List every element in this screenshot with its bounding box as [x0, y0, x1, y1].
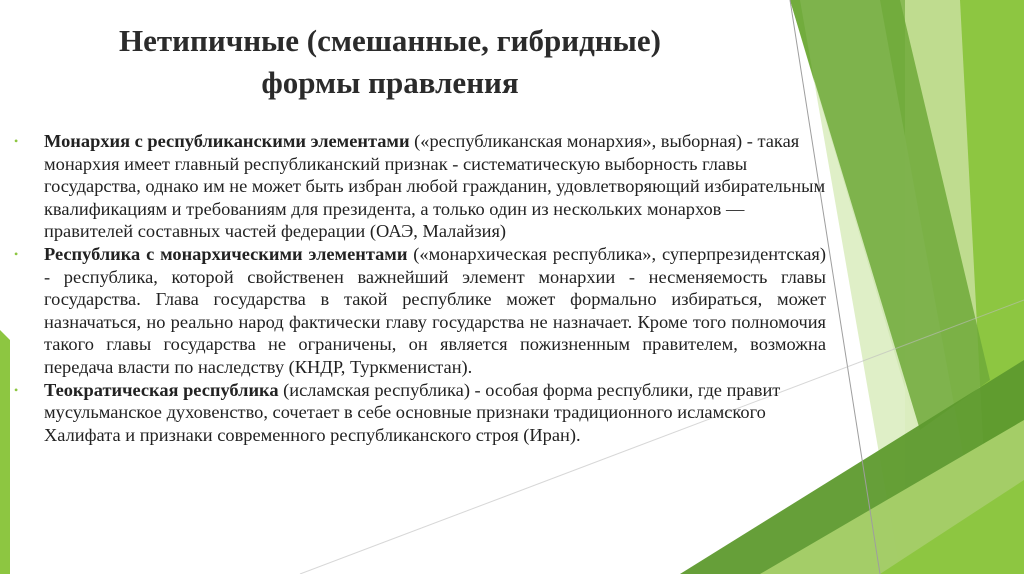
- item-description: («монархическая республика», суперпрезидентская) - республика, которой свойственен важнейший элемент монархии - несменяемость главы государства. Глава государства в такой республике может формально избираться, может назначаться, но реально народ фактически главу государства не назначает. Кроме того полномочия такого главы государства не ограничены, он является пожизненным правителем, возможна передача власти по наследству (КНДР, Туркменистан).: [44, 243, 826, 377]
- bullet-marker: •: [14, 134, 19, 148]
- list-item: [14, 243, 826, 379]
- item-text: [44, 244, 826, 377]
- item-description: («республиканская монархия», выборная) - такая монархия имеет главный республиканский признак - систематическую выборность главы государства, однако им не может быть избран любой гражданин, удовлетворяющий избирательным квалификациям и требованиям для президента, а только один из нескольких монархов — правителей составных частей федерации (ОАЭ, Малайзия): [44, 131, 826, 242]
- bullet-list: [14, 130, 826, 446]
- bullet-marker: •: [14, 382, 19, 397]
- item-text: [44, 131, 825, 241]
- slide-title: [40, 20, 740, 104]
- item-term: Теократическая республика: [44, 379, 279, 400]
- left-edge-green-strip: [0, 330, 10, 574]
- item-term: Республика с монархическими элементами: [44, 243, 408, 264]
- item-description: (исламская республика) - особая форма республики, где правит мусульманское духовенство, сочетает в себе основные признаки традиционного исламского Халифата и признаки современного республиканского строя (Иран).: [44, 379, 781, 445]
- list-item: [14, 379, 826, 447]
- title-line-1: Нетипичные (смешанные, гибридные): [119, 23, 661, 58]
- title-line-2: формы правления: [261, 65, 519, 100]
- list-item: [14, 130, 826, 243]
- bullet-marker: •: [14, 246, 19, 261]
- item-term: Монархия с республиканскими элементами: [44, 131, 410, 151]
- item-text: [44, 380, 780, 445]
